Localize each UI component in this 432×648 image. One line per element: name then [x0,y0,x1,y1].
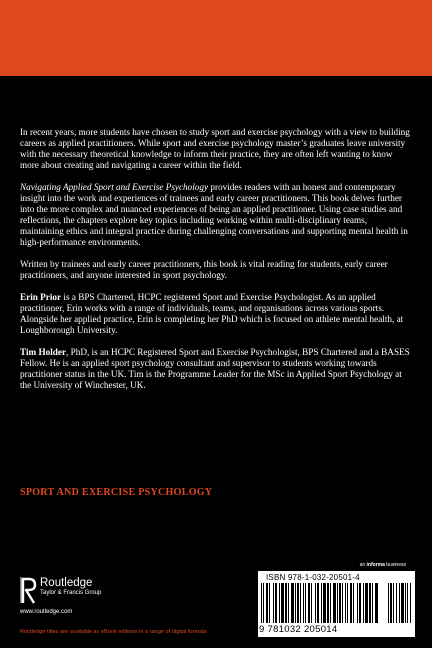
description-paragraph-2 [20,182,412,249]
author-bio-text: , PhD, is an HCPC Registered Sport and Exercise Psychologist, BPS Chartered and a BASES Fellow. He is an applied sport psychology consultant and supervisor to students working towards practitioner status in the UK. Tim is the Programme Leader for the MSc in Applied Sport Psychology at the University of Winchester, UK. [20,346,410,390]
barcode-bar [279,583,280,623]
barcode-bar [269,583,270,623]
barcode-bar [350,583,352,623]
barcode-bar [390,583,392,623]
barcode-bar [261,583,262,623]
author-name: Erin Prior [20,291,62,302]
barcode-bar [353,583,354,623]
barcode-number: 9 781032 205014 [259,624,338,635]
description-paragraph-3: Written by trainees and early career practitioners, this book is vital reading for students, early career practitioners, and anyone interested in sport psychology. [20,258,388,281]
barcode-bar [321,583,322,623]
barcode-bar [342,583,343,623]
barcode-bar [405,583,406,623]
barcode-bar [297,583,299,623]
barcode-bar [375,583,378,623]
publisher-website[interactable]: www.routledge.com [20,609,73,615]
barcode-bar [399,583,400,623]
price-addon-barcode-icon [387,583,413,623]
ean13-barcode-icon [260,583,380,623]
isbn-label: ISBN 978-1-032-20501-4 [266,573,360,582]
barcode-bar [345,583,346,623]
barcode-bar [266,583,268,623]
barcode-bar [305,583,306,623]
barcode-bar [393,583,394,623]
informa-suffix: business [384,562,406,568]
barcode-bar [323,583,326,623]
barcode-bar [285,583,287,623]
author-bio-2 [20,347,412,391]
barcode-bar [388,583,389,623]
barcode-bar [288,583,289,623]
barcode-bar [330,583,331,623]
author-bio-text: is a BPS Chartered, HCPC registered Sport and Exercise Psychologist. As an applied practitioner, Erin works with a range of individuals, teams, and organisations across various sports. Alongside her applied practice, Erin is completing her PhD which is focused on athlete mental health, at Loughborough University. [20,291,404,335]
author-bio-1 [20,292,412,336]
barcode-bar [339,583,341,623]
barcode-bar [333,583,336,623]
description-paragraph-1: In recent years, more students have chosen to study sport and exercise psychology with a view to building careers as applied practitioners. While sport and exercise psychology master’s graduates leave university with the necessary theoretical knowledge to inform their practice, they are often left wanting to know more about creating and navigating a career within the field. [20,127,410,171]
author-name: Tim Holder [20,346,67,357]
barcode-bar [359,583,361,623]
barcode-bar [363,583,364,623]
barcode-bar [410,583,411,623]
barcode-bar [273,583,274,623]
barcode-bar [291,583,294,623]
barcode-bar [365,583,368,623]
barcode-bar [401,583,404,623]
subject-category: SPORT AND EXERCISE PSYCHOLOGY [20,487,213,498]
barcode-bar [295,583,296,623]
barcode-bar [317,583,319,623]
barcode-bar [315,583,316,623]
barcode-bar [372,583,373,623]
publisher-group: Taylor & Francis Group [40,590,102,596]
barcode-bar [311,583,312,623]
informa-prefix: an [359,562,367,568]
barcode-bar [300,583,301,623]
barcode-bar [357,583,358,623]
isbn-barcode [258,571,415,637]
barcode-bar [308,583,310,623]
routledge-r-logo-icon [20,576,37,604]
barcode-bar [396,583,397,623]
barcode-bar [369,583,371,623]
barcode-bar [407,583,408,623]
back-cover-text [20,127,412,401]
orange-top-band [0,0,432,76]
barcode-bar [263,583,264,623]
publisher-name: Routledge [40,577,93,589]
book-title-italic: Navigating Applied Sport and Exercise Psychology [20,181,209,192]
description-paragraph-2-text: provides readers with an honest and contemporary insight into the work and experiences of trainees and early career practitioners. This book delves further into the more complex and nuanced experiences of being an applied practitioner. Using case studies and reflections, the chapters explore key topics including working within multi-disciplinary teams, maintaining ethics and integral practice during challenging conversations and supporting mental health in high-performance environments. [20,181,408,248]
barcode-bar [347,583,348,623]
barcode-bar [275,583,277,623]
barcode-bar [303,583,304,623]
informa-tagline [360,562,406,568]
barcode-bar [281,583,284,623]
barcode-bar [327,583,329,623]
ebook-availability-note: Routledge titles are available as eBook editions in a range of digital formats [20,629,207,635]
informa-brand: informa [366,562,385,568]
barcode-bar [337,583,338,623]
